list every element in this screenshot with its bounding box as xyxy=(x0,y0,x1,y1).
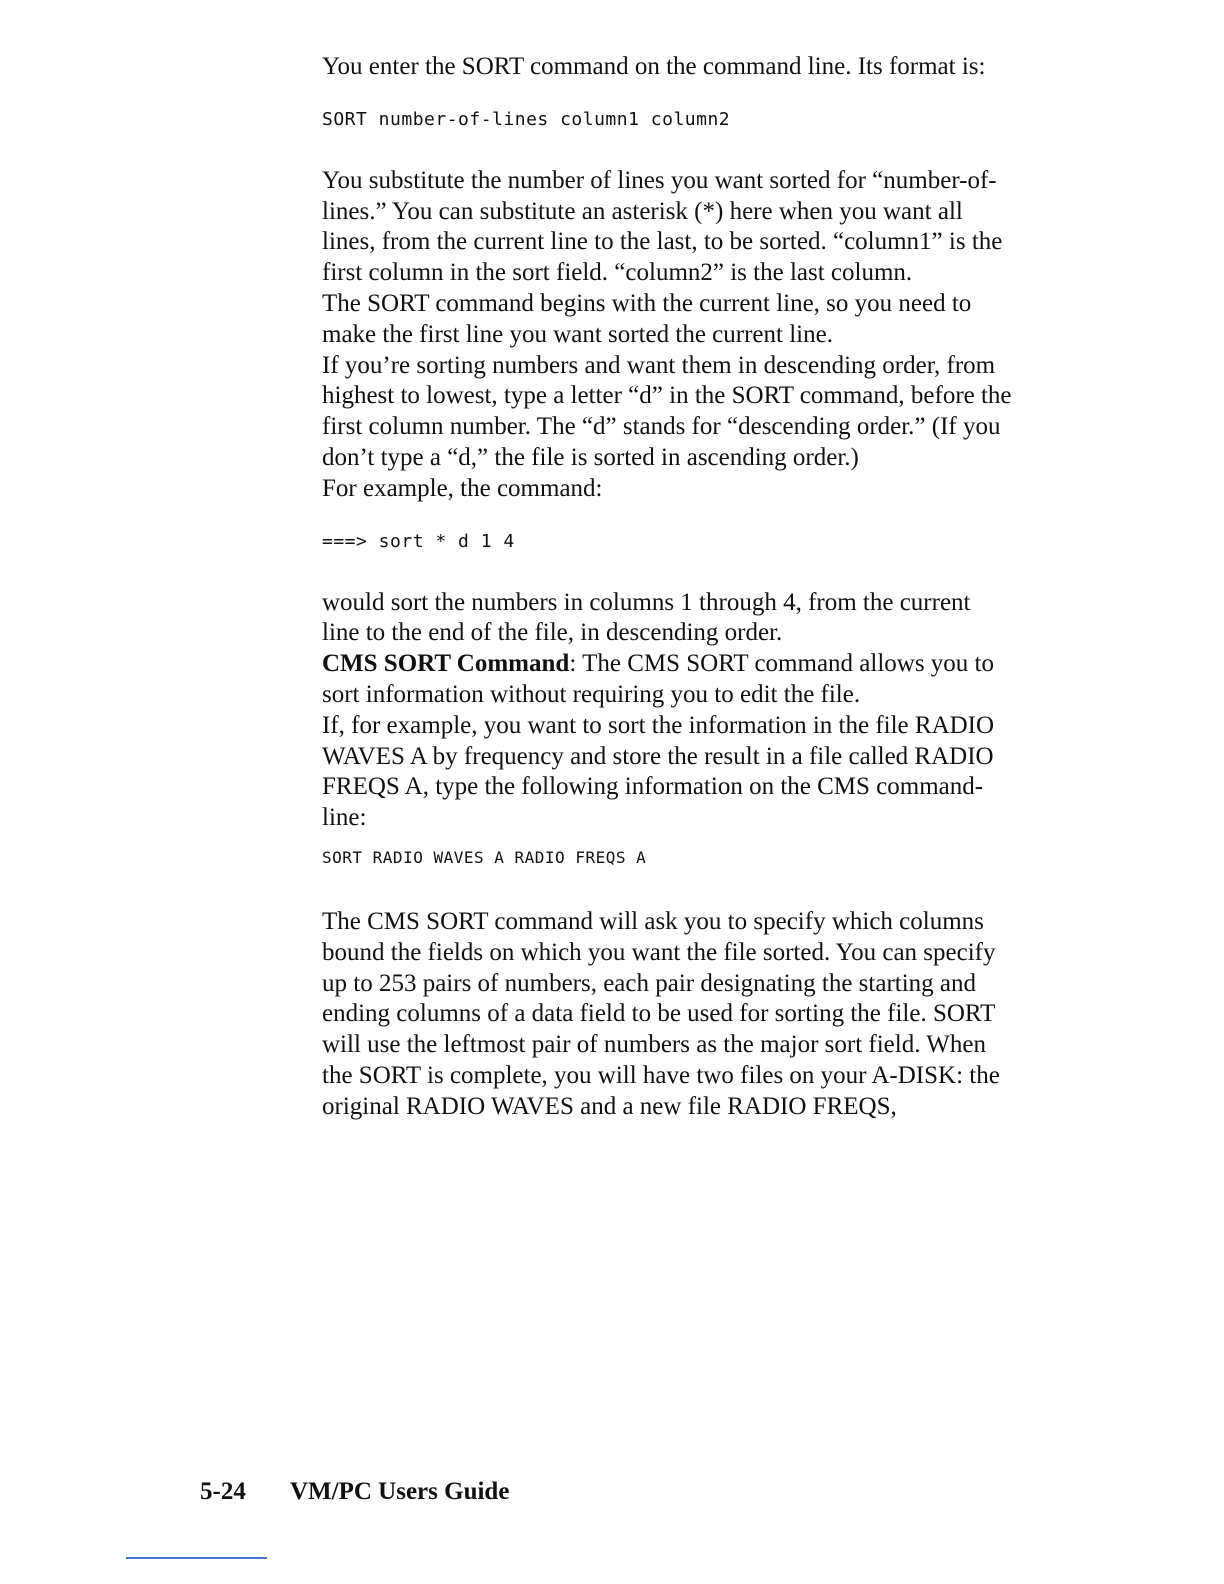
page-footer xyxy=(200,1478,509,1506)
paragraph-cms-sort-columns: The CMS SORT command will ask you to specify which columns bound the fields on which you want the file sorted. You can specify up to 253 pairs of numbers, each pair designating the starting and ending columns of a data field to be used for sorting the file. SORT will use the leftmost pair of numbers as the major sort field. When the SORT is complete, you will have two files on your A-DISK: the original RADIO WAVES and a new file RADIO FREQS, xyxy=(322,907,1000,1120)
cms-sort-heading: CMS SORT Command xyxy=(322,650,570,678)
paragraph-example-result: would sort the numbers in columns 1 through 4, from the current line to the end of the file, in descending order. xyxy=(322,588,971,647)
paragraph-descending: If you’re sorting numbers and want them in descending order, from highest to lowest, type a letter “d” in the SORT command, before the first column number. The “d” stands for “descending order.” (If you don’t type a “d,” the file is sorted in ascending order.) xyxy=(322,351,1012,471)
code-sort-format: SORT number-of-lines column1 column2 xyxy=(322,108,731,130)
paragraph-substitute: You substitute the number of lines you want sorted for “number-of-lines.” You can substitute an asterisk (*) here when you want all lines, from the current line to the last, to be sorted. “column1” is the first column in the sort field. “column2” is the last column. xyxy=(322,166,1003,287)
footer-page-number: 5-24 xyxy=(200,1478,246,1505)
cms-sort-heading-colon: : xyxy=(569,650,577,678)
bottom-rule xyxy=(126,1557,267,1559)
cms-sort-description: The CMS SORT command allows you to sort information without requiring you to edit the file. xyxy=(322,650,995,708)
code-cms-sort-command: SORT RADIO WAVES A RADIO FREQS A xyxy=(322,847,647,867)
paragraph-sort-intro: You enter the SORT command on the command line. Its format is: xyxy=(322,53,986,80)
page-content xyxy=(322,52,1012,1123)
footer-title: VM/PC Users Guide xyxy=(290,1478,510,1505)
code-example-command: ===> sort * d 1 4 xyxy=(322,530,515,552)
paragraph-cms-sort xyxy=(322,649,1012,711)
paragraph-radio-example: If, for example, you want to sort the information in the file RADIO WAVES A by frequency and store the result in a file called RADIO FREQS A, type the following information on the CMS command-line: xyxy=(322,711,995,832)
paragraph-example-intro: For example, the command: xyxy=(322,474,603,502)
paragraph-current-line: The SORT command begins with the current line, so you need to make the first line you want sorted the current line. xyxy=(322,289,972,348)
